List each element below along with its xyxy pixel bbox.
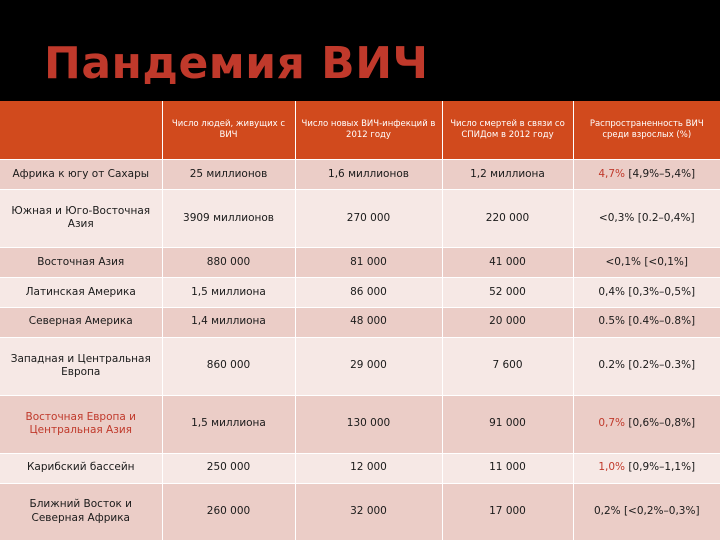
header-new-infections: Число новых ВИЧ-инфекций в 2012 году: [295, 101, 442, 160]
header-aids-deaths: Число смертей в связи со СПИДом в 2012 году: [442, 101, 573, 160]
prevalence-value: 1,0%: [598, 461, 626, 474]
new-infections-cell: 29 000: [295, 337, 442, 395]
table-row: [0, 337, 720, 395]
people-cell: 25 миллионов: [162, 160, 295, 190]
prevalence-cell: [573, 277, 720, 307]
prevalence-value: <0,1%: [605, 255, 641, 268]
deaths-cell: 91 000: [442, 395, 573, 453]
table-row: [0, 247, 720, 277]
header-people-living: Число людей, живущих с ВИЧ: [162, 101, 295, 160]
table-row: [0, 453, 720, 483]
people-cell: 1,5 миллиона: [162, 395, 295, 453]
table-row: [0, 277, 720, 307]
people-cell: 1,4 миллиона: [162, 307, 295, 337]
new-infections-cell: 1,6 миллионов: [295, 160, 442, 190]
hiv-pandemic-table: [0, 101, 720, 540]
region-cell: Северная Америка: [0, 307, 162, 337]
prevalence-range: [0,6%–0,8%]: [625, 417, 696, 430]
prevalence-cell: [573, 337, 720, 395]
prevalence-range: [<0,1%]: [640, 255, 688, 268]
prevalence-cell: [573, 247, 720, 277]
prevalence-cell: [573, 160, 720, 190]
prevalence-range: [0,9%–1,1%]: [625, 461, 696, 474]
prevalence-range: [4,9%–5,4%]: [625, 167, 696, 180]
prevalence-range: [0.2%–0.3%]: [625, 359, 696, 372]
region-cell: Латинская Америка: [0, 277, 162, 307]
table-row: [0, 160, 720, 190]
region-cell: Западная и Центральная Европа: [0, 337, 162, 395]
prevalence-cell: [573, 395, 720, 453]
prevalence-cell: [573, 307, 720, 337]
new-infections-cell: 130 000: [295, 395, 442, 453]
table-row: [0, 307, 720, 337]
deaths-cell: 1,2 миллиона: [442, 160, 573, 190]
table-row: [0, 189, 720, 247]
prevalence-value: <0,3%: [598, 211, 635, 224]
prevalence-cell: [573, 483, 720, 540]
deaths-cell: 17 000: [442, 483, 573, 540]
region-cell: Южная и Юго-Восточная Азия: [0, 189, 162, 247]
header-prevalence: Распространенность ВИЧ среди взрослых (%): [573, 101, 720, 160]
new-infections-cell: 270 000: [295, 189, 442, 247]
table-header-row: [0, 101, 720, 160]
prevalence-range: [<0,2%–0,3%]: [620, 504, 700, 517]
deaths-cell: 41 000: [442, 247, 573, 277]
new-infections-cell: 12 000: [295, 453, 442, 483]
prevalence-cell: [573, 189, 720, 247]
people-cell: 1,5 миллиона: [162, 277, 295, 307]
people-cell: 3909 миллионов: [162, 189, 295, 247]
new-infections-cell: 48 000: [295, 307, 442, 337]
deaths-cell: 7 600: [442, 337, 573, 395]
prevalence-value: 4,7%: [598, 167, 626, 180]
new-infections-cell: 32 000: [295, 483, 442, 540]
slide-title: Пандемия ВИЧ: [44, 38, 429, 89]
prevalence-range: [0.4%–0.8%]: [625, 315, 696, 328]
header-region: [0, 101, 162, 160]
deaths-cell: 220 000: [442, 189, 573, 247]
deaths-cell: 11 000: [442, 453, 573, 483]
prevalence-cell: [573, 453, 720, 483]
prevalence-value: 0,7%: [598, 417, 626, 430]
prevalence-value: 0,4%: [598, 285, 626, 298]
region-cell: Африка к югу от Сахары: [0, 160, 162, 190]
table-row: [0, 395, 720, 453]
prevalence-range: [0.2–0,4%]: [634, 211, 695, 224]
people-cell: 250 000: [162, 453, 295, 483]
prevalence-value: 0.2%: [598, 359, 626, 372]
deaths-cell: 20 000: [442, 307, 573, 337]
region-cell: Восточная Европа и Центральная Азия: [0, 395, 162, 453]
people-cell: 860 000: [162, 337, 295, 395]
prevalence-range: [0,3%–0,5%]: [625, 285, 696, 298]
table-row: [0, 483, 720, 540]
prevalence-value: 0,2%: [593, 504, 621, 517]
region-cell: Карибский бассейн: [0, 453, 162, 483]
people-cell: 880 000: [162, 247, 295, 277]
region-cell: Восточная Азия: [0, 247, 162, 277]
prevalence-value: 0.5%: [598, 315, 626, 328]
region-cell: Ближний Восток и Северная Африка: [0, 483, 162, 540]
new-infections-cell: 81 000: [295, 247, 442, 277]
table-body: [0, 160, 720, 540]
people-cell: 260 000: [162, 483, 295, 540]
new-infections-cell: 86 000: [295, 277, 442, 307]
deaths-cell: 52 000: [442, 277, 573, 307]
